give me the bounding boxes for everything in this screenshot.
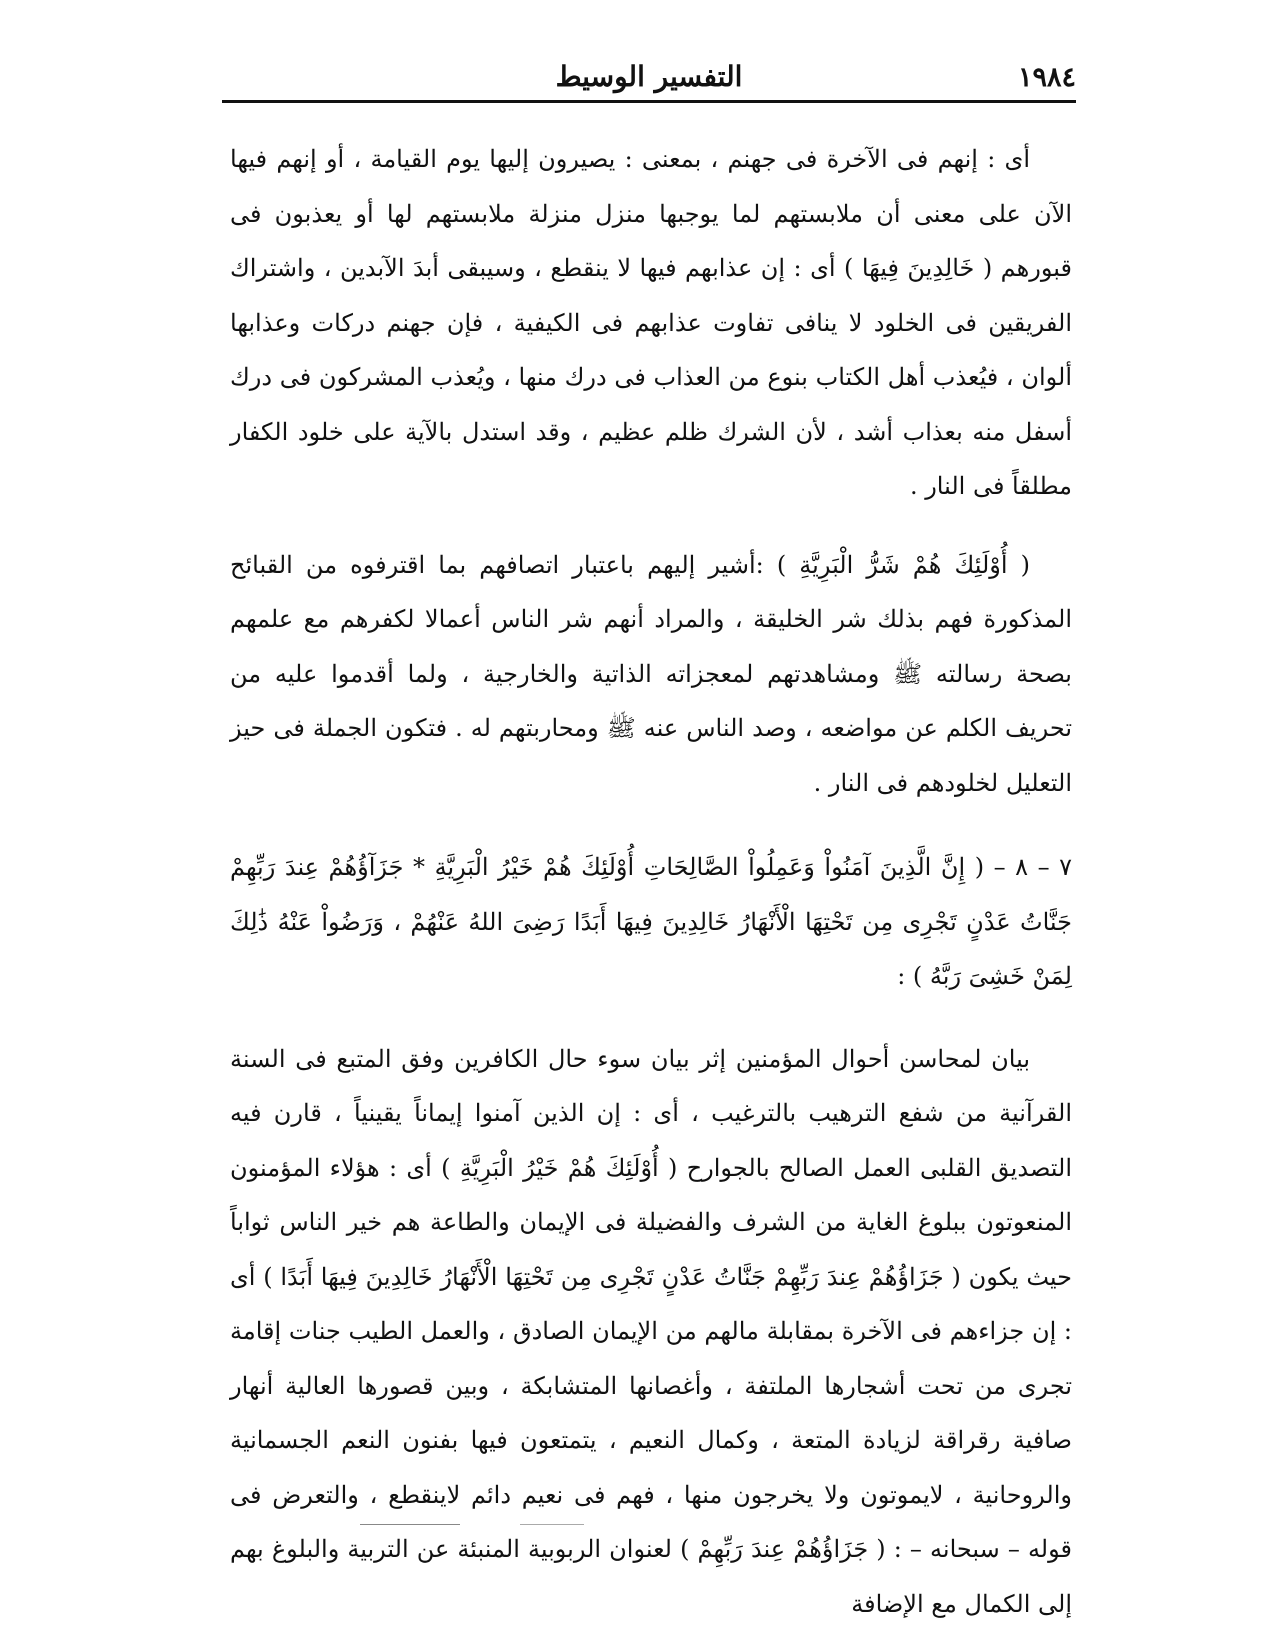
paragraph-commentary-2: ( أُوْلَئِكَ هُمْ شَرُّ الْبَرِيَّةِ ) :أشير إليهم باعتبار اتصافهم بما اقترفوه من القبائح المذكورة فهم بذلك شر الخليقة ، والمراد أنهم شر الناس أعمالا لكفرهم مع علمهم بصحة رسالته ﷺ ومشاهدتهم لمعجزاته الذاتية والخارجية ، ولما أقدموا عليه من تحريف الكلم عن مواضعه ، وصد الناس عنه ﷺ ومحاربتهم له . فتكون الجملة فى حيز التعليل لخلودهم فى النار . [230, 538, 1072, 811]
scan-mark-line [360, 1524, 460, 1525]
header-rule [222, 100, 1076, 103]
paragraph-commentary-1: أى : إنهم فى الآخرة فى جهنم ، بمعنى : يصيرون إليها يوم القيامة ، أو إنهم فيها الآن على معنى أن ملابستهم لما يوجبها منزل منزلة ملابستهم لها أو يعذبون فى قبورهم ( خَالِدِينَ فِيهَا ) أى : إن عذابهم فيها لا ينقطع ، وسيبقى أبدَ الآبدين ، واشتراك الفريقين فى الخلود لا ينافى تفاوت عذابهم فى الكيفية ، فإن جهنم دركات وعذابها ألوان ، فيُعذب أهل الكتاب بنوع من العذاب فى درك منها ، ويُعذب المشركون فى درك أسفل منه بعذاب أشد ، لأن الشرك ظلم عظيم ، وقد استدل بالآية على خلود الكفار مطلقاً فى النار . [230, 132, 1072, 514]
paragraph-commentary-3: بيان لمحاسن أحوال المؤمنين إثر بيان سوء حال الكافرين وفق المتبع فى السنة القرآنية من شفع الترهيب بالترغيب ، أى : إن الذين آمنوا إيماناً يقينياً ، قارن فيه التصديق القلبى العمل الصالح بالجوارح ( أُوْلَئِكَ هُمْ خَيْرُ الْبَرِيَّةِ ) أى : هؤلاء المؤمنون المنعوتون ببلوغ الغاية من الشرف والفضيلة فى الإيمان والطاعة هم خير الناس ثواباً حيث يكون ( جَزَاؤُهُمْ عِندَ رَبِّهِمْ جَنَّاتُ عَدْنٍ تَجْرِى مِن تَحْتِهَا الْأَنْهَارُ خَالِدِينَ فِيهَا أَبَدًا ) أى : إن جزاءهم فى الآخرة بمقابلة مالهم من الإيمان الصادق ، والعمل الطيب جنات إقامة تجرى من تحت أشجارها الملتفة ، وأغصانها المتشابكة ، وبين قصورها العالية أنهار صافية رقراقة لزيادة المتعة ، وكمال النعيم ، يتمتعون فيها بفنون النعم الجسمانية والروحانية ، لايموتون ولا يخرجون منها ، فهم فى نعيم دائم لاينقطع ، والتعرض فى قوله – سبحانه – : ( جَزَاؤُهُمْ عِندَ رَبِّهِمْ ) لعنوان الربوبية المنبئة عن التربية والبلوغ بهم إلى الكمال مع الإضافة [230, 1032, 1072, 1631]
page-number: ١٩٨٤ [1018, 62, 1076, 93]
running-title: التفسير الوسيط [222, 60, 1076, 93]
scan-mark-line [520, 1524, 584, 1525]
paragraph-verse-7-8: ٧ – ٨ – ( إِنَّ الَّذِينَ آمَنُواْ وَعَمِلُواْ الصَّالِحَاتِ أُوْلَئِكَ هُمْ خَيْرُ الْبَرِيَّةِ * جَزَآؤُهُمْ عِندَ رَبِّهِمْ جَنَّاتُ عَدْنٍ تَجْرِى مِن تَحْتِهَا الْأَنْهَارُ خَالِدِينَ فِيهَا أَبَدًا رَضِىَ اللهُ عَنْهُمْ ، وَرَضُواْ عَنْهُ ذَٰلِكَ لِمَنْ خَشِىَ رَبَّهُ ) : [230, 840, 1072, 1004]
body-text [230, 132, 1072, 1631]
page-header [222, 58, 1076, 98]
